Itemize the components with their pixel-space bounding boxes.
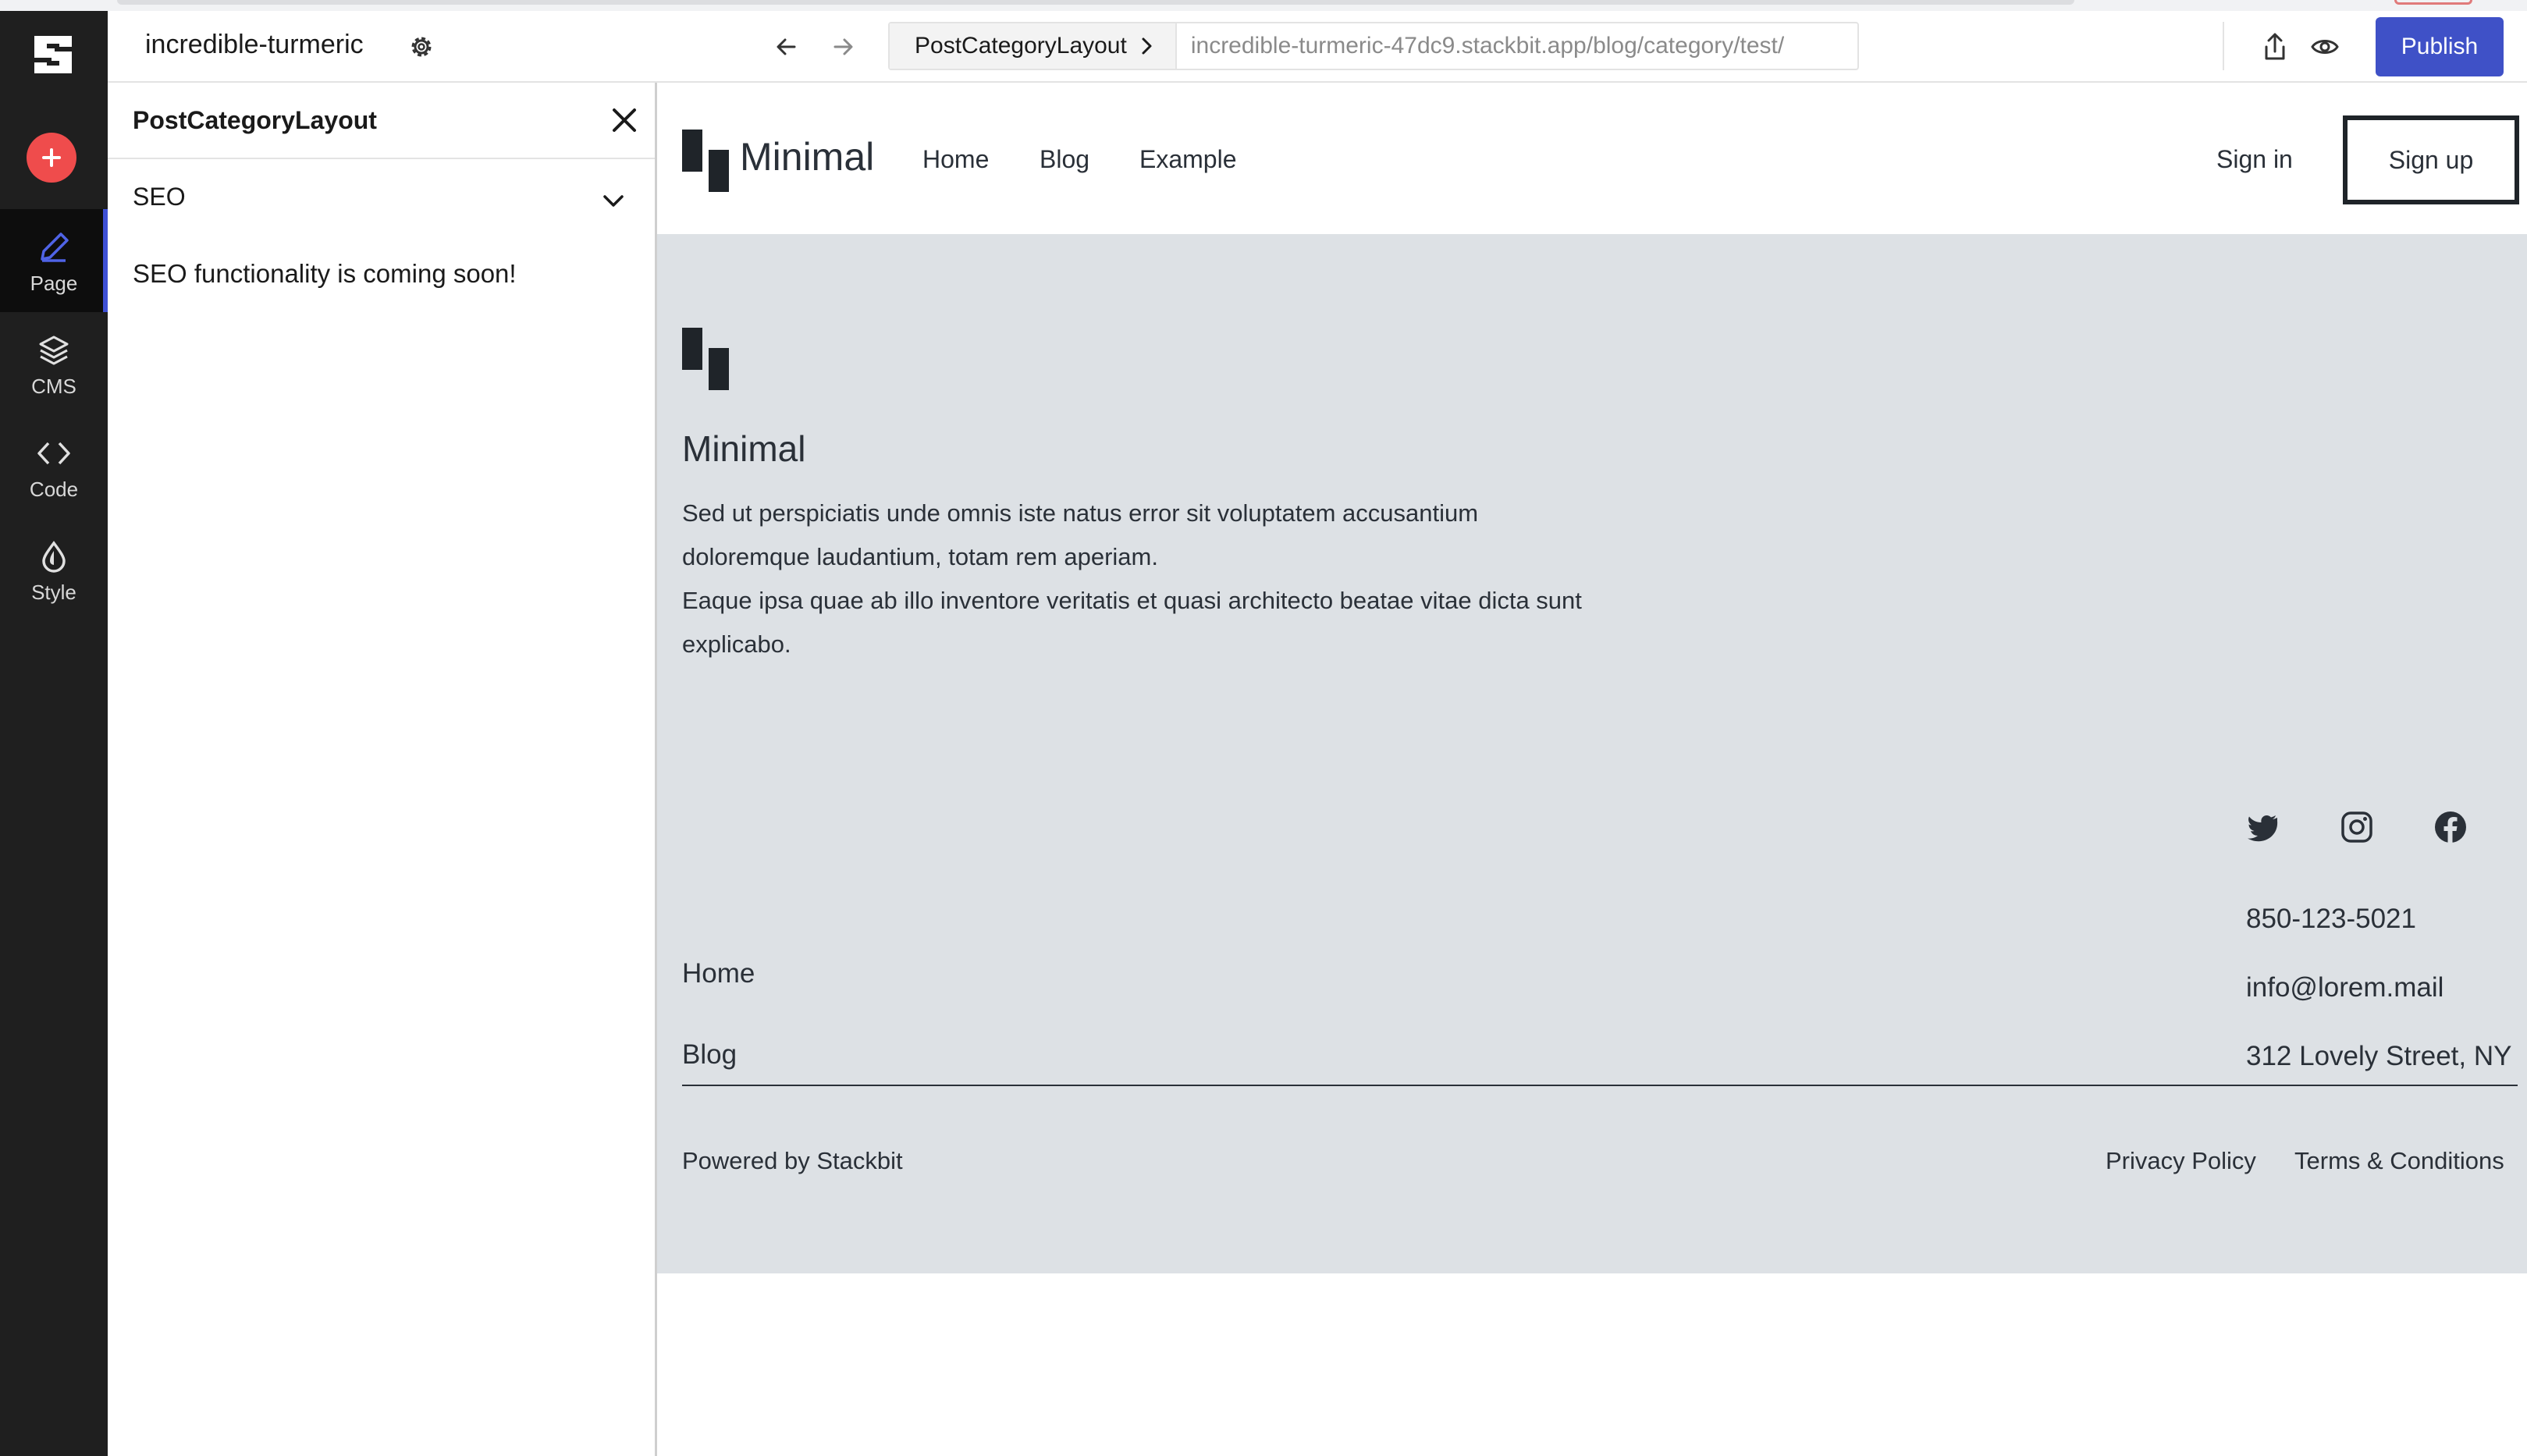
- seo-message: SEO functionality is coming soon!: [133, 259, 517, 288]
- top-toolbar: [108, 11, 2527, 83]
- pencil-icon: [36, 229, 72, 265]
- site-footer: [657, 234, 2527, 1273]
- site-brand[interactable]: Minimal: [740, 135, 875, 179]
- facebook-icon[interactable]: [2433, 810, 2468, 844]
- browser-top-strip: [0, 0, 2527, 11]
- droplet-icon: [36, 538, 72, 574]
- url-bar[interactable]: [888, 22, 1859, 70]
- rail-item-label: Page: [30, 272, 78, 295]
- code-icon: [36, 435, 72, 471]
- footer-divider: [682, 1085, 2518, 1086]
- privacy-policy-link[interactable]: Privacy Policy: [2106, 1147, 2256, 1174]
- footer-logo-icon[interactable]: [682, 328, 729, 390]
- site-header: [657, 83, 2527, 234]
- arrow-right-icon[interactable]: [829, 33, 857, 61]
- footer-description-line: Eaque ipsa quae ab illo inventore veritatis et quasi architecto beatae vitae dicta sunt explicabo.: [682, 587, 1582, 658]
- left-rail: [0, 11, 108, 1456]
- footer-phone[interactable]: 850-123-5021: [2246, 904, 2416, 934]
- site-logo-icon[interactable]: [682, 130, 729, 192]
- site-preview: [657, 83, 2527, 1456]
- toolbar-divider: [2223, 22, 2224, 70]
- chevron-right-icon: [1138, 36, 1155, 56]
- nav-link-blog[interactable]: Blog: [1040, 145, 1090, 173]
- panel-title: PostCategoryLayout: [133, 106, 377, 134]
- footer-link-home[interactable]: Home: [682, 958, 755, 989]
- rail-item-label: Style: [31, 581, 76, 604]
- browser-tab-indicator: [2394, 0, 2472, 5]
- seo-section-header[interactable]: [108, 159, 655, 245]
- twitter-icon[interactable]: [2246, 810, 2280, 844]
- nav-link-home[interactable]: Home: [922, 145, 990, 173]
- nav-link-example[interactable]: Example: [1139, 145, 1237, 173]
- sign-in-link[interactable]: Sign in: [2216, 145, 2293, 173]
- rail-item-style[interactable]: [0, 518, 108, 621]
- rail-item-cms[interactable]: [0, 312, 108, 415]
- instagram-icon[interactable]: [2340, 810, 2374, 844]
- browser-tab-strip: [117, 0, 2074, 5]
- footer-brand: Minimal: [682, 428, 806, 469]
- chevron-down-icon[interactable]: [598, 186, 629, 217]
- page-panel: [108, 83, 657, 1456]
- powered-by-text: Powered by Stackbit: [682, 1147, 903, 1174]
- eye-icon[interactable]: [2310, 33, 2340, 61]
- arrow-left-icon[interactable]: [773, 33, 801, 61]
- sign-up-button[interactable]: Sign up: [2343, 115, 2519, 204]
- close-icon[interactable]: [610, 106, 638, 134]
- share-icon[interactable]: [2260, 31, 2290, 62]
- project-name[interactable]: incredible-turmeric: [145, 30, 364, 59]
- rail-item-code[interactable]: [0, 415, 108, 518]
- footer-description-line: Sed ut perspiciatis unde omnis iste natus error sit voluptatem accusantium doloremque laudantium, totam rem aperiam.: [682, 499, 1479, 570]
- layers-icon: [36, 332, 72, 368]
- gear-icon[interactable]: [407, 33, 435, 61]
- layout-selector[interactable]: [890, 23, 1177, 69]
- rail-item-label: Code: [29, 478, 79, 501]
- panel-header: [108, 83, 655, 159]
- layout-name: PostCategoryLayout: [915, 33, 1127, 59]
- footer-link-blog[interactable]: Blog: [682, 1039, 737, 1070]
- add-icon[interactable]: [27, 133, 76, 183]
- publish-button[interactable]: Publish: [2376, 17, 2504, 76]
- stackbit-logo-icon[interactable]: [31, 33, 75, 76]
- footer-email[interactable]: info@lorem.mail: [2246, 972, 2444, 1003]
- footer-address: 312 Lovely Street, NY: [2246, 1041, 2512, 1071]
- terms-link[interactable]: Terms & Conditions: [2294, 1147, 2504, 1174]
- url-text[interactable]: incredible-turmeric-47dc9.stackbit.app/blog/category/test/: [1190, 33, 1785, 59]
- seo-section-label: SEO: [133, 183, 186, 211]
- rail-item-label: CMS: [31, 375, 76, 398]
- footer-description: [682, 492, 1603, 666]
- rail-item-page[interactable]: [0, 209, 108, 312]
